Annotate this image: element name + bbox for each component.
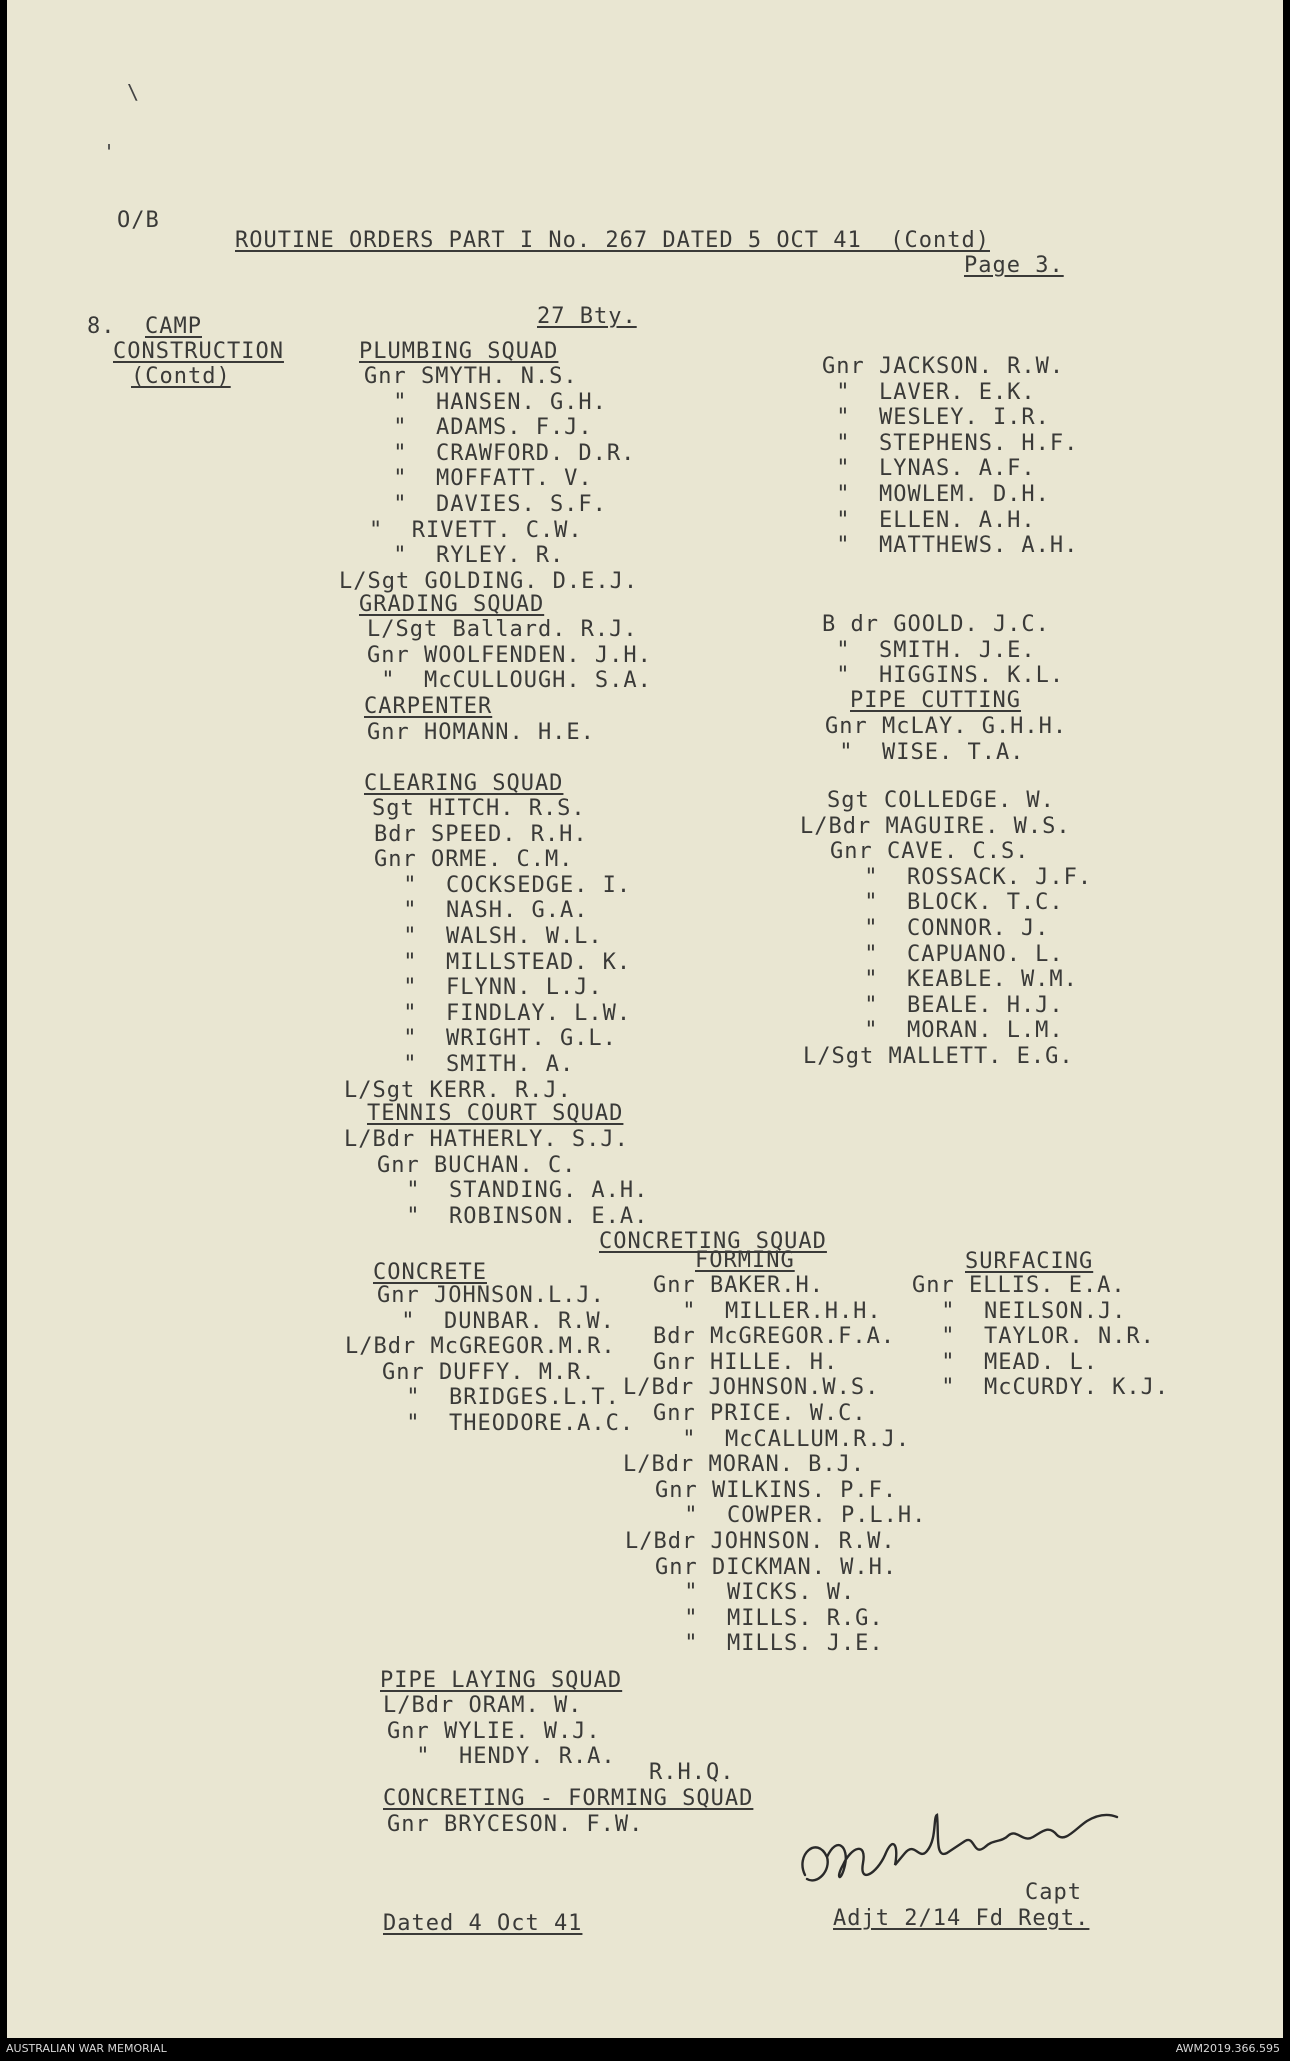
pen-mark: \ bbox=[127, 80, 140, 104]
list-item: " WISE. T.A. bbox=[825, 739, 1025, 765]
list-item: Sgt HITCH. R.S. bbox=[372, 796, 586, 821]
section-heading-line2: CONSTRUCTION bbox=[113, 339, 284, 364]
dated-line: Dated 4 Oct 41 bbox=[383, 1911, 583, 1936]
list-item: " THEODORE.A.C. bbox=[392, 1411, 635, 1436]
list-item: Bdr SPEED. R.H. bbox=[374, 821, 588, 847]
list-item: " NEILSON.J. bbox=[927, 1298, 1127, 1324]
list-item: " STANDING. A.H. bbox=[392, 1178, 649, 1204]
list-item: " MATTHEWS. A.H. bbox=[822, 533, 1079, 559]
plumbing-squad-title: PLUMBING SQUAD bbox=[359, 339, 559, 364]
list-item: Gnr DICKMAN. W.H. bbox=[655, 1554, 898, 1580]
list-item: L/Bdr JOHNSON. R.W. bbox=[625, 1529, 896, 1554]
list-item: Sgt COLLEDGE. W. bbox=[827, 788, 1055, 813]
reference-code: O/B bbox=[117, 208, 160, 233]
list-item: Gnr PRICE. W.C. bbox=[653, 1401, 867, 1426]
signature bbox=[787, 1795, 1147, 1905]
list-item: L/Sgt Ballard. R.J. bbox=[367, 617, 638, 642]
forming-title: FORMING bbox=[695, 1248, 795, 1273]
list-item: Gnr WILKINS. P.F. bbox=[655, 1477, 898, 1503]
list-item: " ROSSACK. J.F. bbox=[850, 864, 1093, 890]
list-item: " WALSH. W.L. bbox=[389, 924, 603, 949]
list-item: " CRAWFORD. D.R. bbox=[379, 440, 636, 466]
list-item: " SMITH. A. bbox=[389, 1052, 575, 1077]
list-item: " MOFFATT. V. bbox=[379, 466, 593, 492]
list-item: Gnr ELLIS. E.A. bbox=[912, 1273, 1126, 1298]
list-item: " BRIDGES.L.T. bbox=[392, 1385, 620, 1411]
list-item: " LAVER. E.K. bbox=[822, 379, 1036, 405]
pipe-cutting-title: PIPE CUTTING bbox=[850, 688, 1021, 713]
tennis-squad-title: TENNIS COURT SQUAD bbox=[367, 1101, 624, 1126]
list-item: Gnr CAVE. C.S. bbox=[830, 839, 1030, 865]
list-item: " WRIGHT. G.L. bbox=[389, 1026, 617, 1052]
concreting-squad-title: CONCRETING SQUAD bbox=[599, 1229, 827, 1254]
rhq-squad-title: CONCRETING - FORMING SQUAD bbox=[383, 1786, 754, 1811]
list-item: L/Bdr HATHERLY. S.J. bbox=[344, 1127, 629, 1152]
carpenter-title: CARPENTER bbox=[364, 694, 493, 719]
section-heading-line3: (Contd) bbox=[131, 364, 231, 389]
list-item: Gnr McLAY. G.H.H. bbox=[825, 714, 1068, 739]
list-item: " SMITH. J.E. bbox=[822, 637, 1036, 663]
document-title: ROUTINE ORDERS PART I No. 267 DATED 5 OCT 41 (Contd) bbox=[235, 228, 990, 253]
list-item: B dr GOOLD. J.C. bbox=[822, 612, 1050, 637]
list-item: Gnr JACKSON. R.W. bbox=[822, 354, 1065, 379]
section-number: 8. bbox=[87, 314, 116, 339]
list-item: L/Sgt KERR. R.J. bbox=[344, 1077, 572, 1103]
list-item: Gnr BAKER.H. bbox=[653, 1273, 824, 1298]
list-item: " DAVIES. S.F. bbox=[379, 492, 607, 517]
list-item: Gnr HOMANN. H.E. bbox=[367, 720, 595, 745]
list-item: " FINDLAY. L.W. bbox=[389, 1000, 632, 1026]
list-item: " MORAN. L.M. bbox=[850, 1018, 1064, 1044]
list-item: Gnr BRYCESON. F.W. bbox=[387, 1812, 644, 1837]
list-item: L/Bdr MAGUIRE. W.S. bbox=[800, 813, 1071, 839]
list-item: " HANSEN. G.H. bbox=[379, 389, 607, 415]
list-item: " MILLS. R.G. bbox=[670, 1605, 884, 1631]
section-heading-line1: CAMP bbox=[145, 314, 202, 339]
list-item: Gnr BUCHAN. C. bbox=[377, 1152, 577, 1178]
list-item: " KEABLE. W.M. bbox=[850, 967, 1078, 993]
list-item: Gnr ORME. C.M. bbox=[374, 847, 574, 873]
list-item: " RIVETT. C.W. bbox=[369, 517, 583, 543]
document-page bbox=[7, 0, 1283, 2038]
list-item: " DUNBAR. R.W. bbox=[387, 1308, 615, 1334]
list-item: Gnr WOOLFENDEN. J.H. bbox=[367, 642, 652, 668]
list-item: " HENDY. R.A. bbox=[402, 1744, 616, 1770]
signatory-rank: Capt bbox=[1025, 1880, 1082, 1905]
rhq-label: R.H.Q. bbox=[649, 1760, 735, 1785]
list-item: " McCALLUM.R.J. bbox=[668, 1426, 911, 1452]
list-item: L/Bdr MORAN. B.J. bbox=[623, 1452, 866, 1478]
list-item: " LYNAS. A.F. bbox=[822, 456, 1036, 482]
list-item: " CAPUANO. L. bbox=[850, 941, 1064, 967]
list-item: Gnr SMYTH. N.S. bbox=[364, 364, 578, 389]
list-item: " MILLS. J.E. bbox=[670, 1631, 884, 1657]
list-item: " MOWLEM. D.H. bbox=[822, 482, 1050, 507]
page-number: Page 3. bbox=[964, 253, 1064, 278]
list-item: " BEALE. H.J. bbox=[850, 992, 1064, 1018]
clearing-squad-title: CLEARING SQUAD bbox=[364, 771, 564, 796]
list-item: " ELLEN. A.H. bbox=[822, 507, 1036, 533]
list-item: " FLYNN. L.J. bbox=[389, 975, 603, 1001]
list-item: " McCURDY. K.J. bbox=[927, 1375, 1170, 1401]
list-item: L/Bdr McGREGOR.M.R. bbox=[345, 1334, 616, 1360]
list-item: Gnr JOHNSON.L.J. bbox=[377, 1283, 605, 1308]
list-item: " MILLER.H.H. bbox=[668, 1298, 882, 1324]
list-item: " COCKSEDGE. I. bbox=[389, 872, 632, 898]
list-item: Gnr HILLE. H. bbox=[653, 1349, 839, 1375]
pen-mark: ' bbox=[103, 140, 116, 164]
list-item: " CONNOR. J. bbox=[850, 916, 1050, 941]
list-item: " HIGGINS. K.L. bbox=[822, 663, 1065, 689]
list-item: Gnr WYLIE. W.J. bbox=[387, 1718, 601, 1744]
list-item: L/Sgt GOLDING. D.E.J. bbox=[339, 568, 639, 594]
list-item: " STEPHENS. H.F. bbox=[822, 430, 1079, 456]
list-item: " RYLEY. R. bbox=[379, 543, 565, 569]
list-item: " MILLSTEAD. K. bbox=[389, 949, 632, 975]
list-item: " BLOCK. T.C. bbox=[850, 890, 1064, 916]
list-item: L/Sgt MALLETT. E.G. bbox=[803, 1044, 1074, 1069]
footer-institution: AUSTRALIAN WAR MEMORIAL bbox=[6, 2042, 167, 2055]
list-item: " McCULLOUGH. S.A. bbox=[367, 668, 652, 694]
list-item: " WESLEY. I.R. bbox=[822, 405, 1050, 431]
list-item: " NASH. G.A. bbox=[389, 898, 589, 924]
battery-heading: 27 Bty. bbox=[537, 304, 637, 329]
footer-accession-number: AWM2019.366.595 bbox=[1175, 2042, 1280, 2055]
list-item: " TAYLOR. N.R. bbox=[927, 1324, 1155, 1350]
list-item: Bdr McGREGOR.F.A. bbox=[653, 1324, 896, 1350]
list-item: " ADAMS. F.J. bbox=[379, 415, 593, 441]
list-item: L/Bdr JOHNSON.W.S. bbox=[623, 1375, 880, 1401]
concrete-title: CONCRETE bbox=[373, 1260, 487, 1285]
surfacing-title: SURFACING bbox=[965, 1249, 1094, 1274]
grading-squad-title: GRADING SQUAD bbox=[359, 592, 545, 617]
list-item: Gnr DUFFY. M.R. bbox=[382, 1359, 596, 1385]
list-item: L/Bdr ORAM. W. bbox=[383, 1693, 583, 1718]
list-item: " ROBINSON. E.A. bbox=[392, 1203, 649, 1229]
list-item: " WICKS. W. bbox=[670, 1580, 856, 1606]
pipe-laying-squad-title: PIPE LAYING SQUAD bbox=[380, 1668, 623, 1693]
list-item: " COWPER. P.L.H. bbox=[670, 1503, 927, 1529]
list-item: " MEAD. L. bbox=[927, 1349, 1098, 1375]
signatory-appointment: Adjt 2/14 Fd Regt. bbox=[833, 1906, 1090, 1931]
